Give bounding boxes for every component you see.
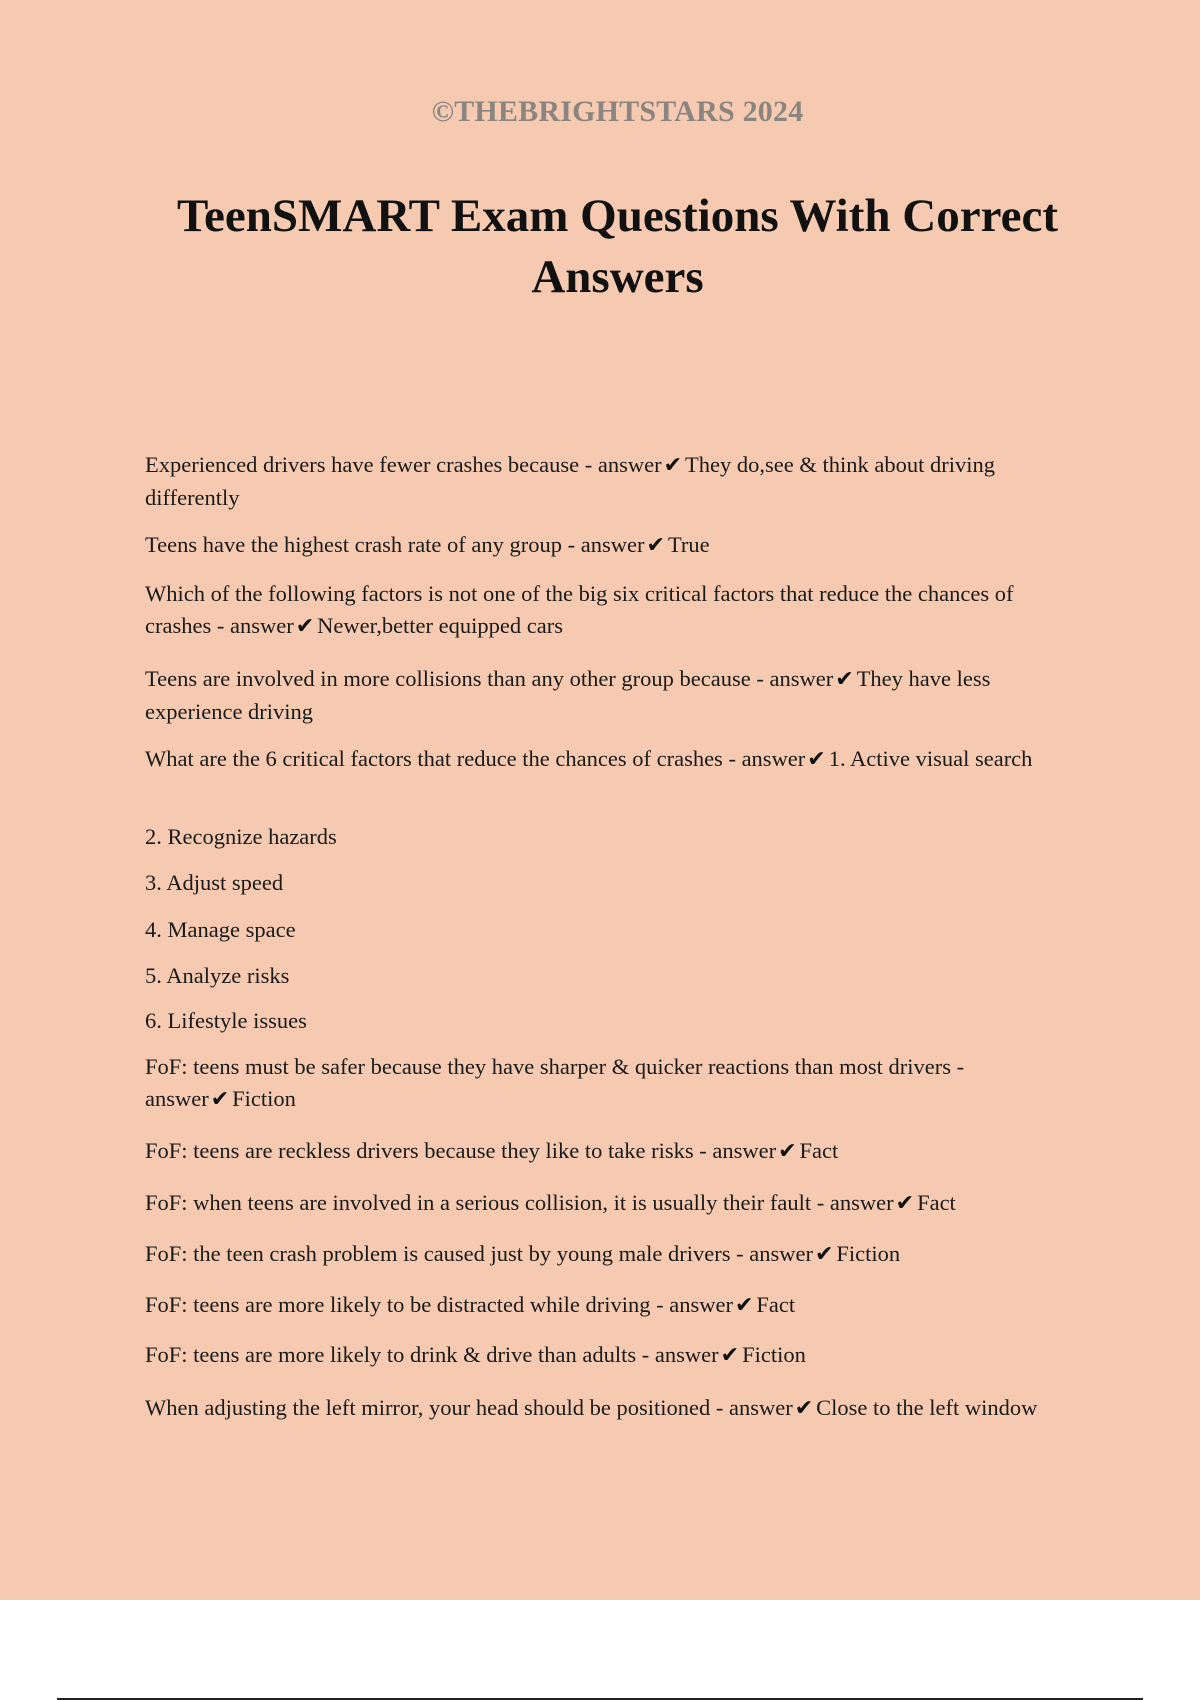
answer-text: Fact: [799, 1138, 839, 1163]
answer-separator: - answer: [728, 746, 806, 771]
check-mark-icon: ✔: [210, 1087, 230, 1112]
answer-text: True: [667, 532, 710, 557]
factor-list-item-6: 6. Lifestyle issues: [145, 1008, 307, 1033]
question-text: FoF: the teen crash problem is caused just by young male drivers: [145, 1241, 731, 1266]
factor-list-item-3: 3. Adjust speed: [145, 870, 284, 895]
check-mark-icon: ✔: [720, 1343, 740, 1368]
answer-separator: - answer: [567, 532, 645, 557]
answer-separator: - answer: [756, 666, 834, 691]
qa-entry-2: [145, 529, 1080, 562]
check-mark-icon: ✔: [794, 1396, 814, 1421]
question-text: Which of the following factors is not one of the big six critical factors that reduce the chances of crashes: [145, 581, 1014, 638]
check-mark-icon: ✔: [807, 747, 826, 772]
check-mark-icon: ✔: [835, 667, 854, 692]
title-line-1: TeenSMART Exam Questions With Correct: [177, 190, 1058, 242]
check-mark-icon: ✔: [895, 1191, 915, 1216]
qa-entry-3: [145, 578, 1080, 643]
qa-entry-4: [145, 663, 1080, 728]
check-mark-icon: ✔: [814, 1242, 834, 1267]
question-text: FoF: teens are reckless drivers because they like to take risks: [145, 1138, 694, 1163]
question-text: FoF: teens must be safer because they have sharper & quicker reactions than most drivers: [145, 1054, 952, 1079]
question-text: When adjusting the left mirror, your head should be positioned: [145, 1395, 711, 1420]
answer-text: 1. Active visual search: [828, 746, 1033, 771]
qa-entry-1: [145, 449, 1080, 514]
qa-entry-7: [145, 1135, 1080, 1168]
answer-text: Fact: [917, 1190, 956, 1215]
answer-separator: - answer: [216, 613, 294, 638]
question-text: Teens have the highest crash rate of any group: [145, 532, 563, 557]
answer-text: Fact: [756, 1292, 796, 1317]
check-mark-icon: ✔: [663, 453, 683, 478]
check-mark-icon: ✔: [646, 533, 665, 558]
qa-entry-9: [145, 1238, 1080, 1271]
question-text: FoF: when teens are involved in a serious collision, it is usually their fault: [145, 1190, 812, 1215]
answer-text: Fiction: [742, 1342, 806, 1367]
answer-separator: - answer: [699, 1138, 777, 1163]
answer-text: Newer,better equipped cars: [317, 613, 563, 638]
check-mark-icon: ✔: [778, 1139, 797, 1164]
answer-separator: - answer: [584, 452, 662, 477]
answer-separator: - answer: [656, 1292, 733, 1317]
qa-entry-11: [145, 1339, 1080, 1372]
answer-text: Fiction: [232, 1086, 296, 1111]
answer-text: They do,see & think about driving differently: [145, 452, 995, 510]
answer-separator: - answer: [641, 1342, 719, 1367]
qa-entry-10: [145, 1289, 1080, 1322]
copyright-header: ©THEBRIGHTSTARS 2024: [431, 95, 804, 128]
qa-entry-6: [145, 1051, 1080, 1116]
qa-entry-8: [145, 1187, 1080, 1220]
qa-entry-12: [145, 1392, 1080, 1425]
check-mark-icon: ✔: [734, 1293, 754, 1318]
answer-text: Close to the left window: [816, 1395, 1038, 1420]
question-text: Experienced drivers have fewer crashes because: [145, 452, 580, 477]
answer-separator: - answer: [736, 1241, 813, 1266]
answer-separator: - answer: [715, 1395, 793, 1420]
answer-text: They have less experience driving: [145, 666, 991, 724]
page-title: [145, 186, 1090, 308]
question-text: Teens are involved in more collisions than any other group because: [145, 666, 751, 691]
question-text: What are the 6 critical factors that reduce the chances of crashes: [145, 746, 723, 771]
question-text: FoF: teens are more likely to be distracted while driving: [145, 1292, 651, 1317]
qa-entry-5: [145, 743, 1080, 776]
answer-separator: - answer: [145, 1054, 965, 1111]
answer-separator: - answer: [816, 1190, 894, 1215]
answer-text: Fiction: [836, 1241, 901, 1266]
question-text: FoF: teens are more likely to drink & drive than adults: [145, 1342, 637, 1367]
factor-list-item-4: 4. Manage space: [145, 917, 296, 942]
title-line-2: Answers: [531, 251, 704, 303]
check-mark-icon: ✔: [295, 614, 315, 639]
factor-list-item-2: 2. Recognize hazards: [145, 824, 337, 849]
factor-list-item-5: 5. Analyze risks: [145, 963, 290, 988]
